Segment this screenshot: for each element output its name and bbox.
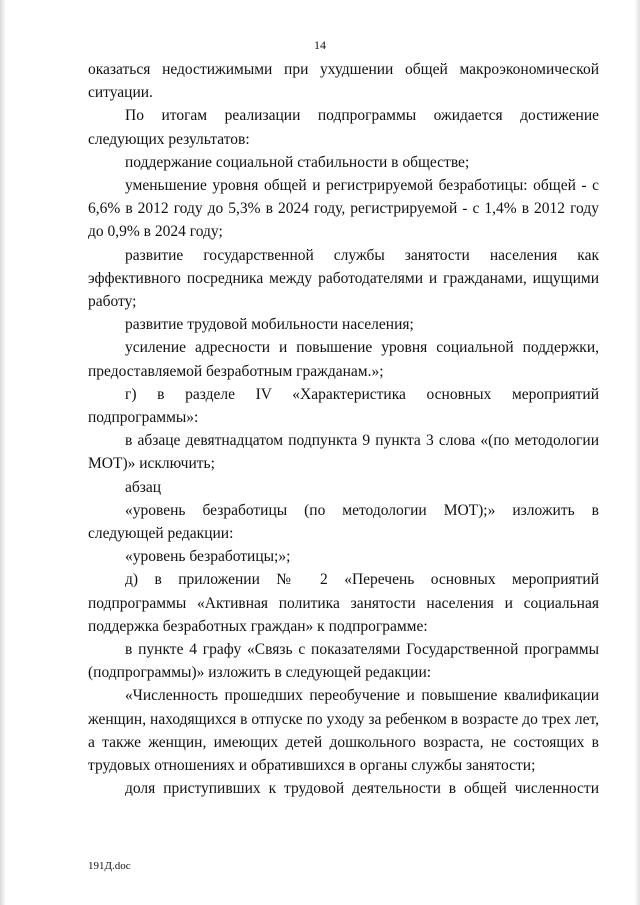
document-body xyxy=(88,58,599,801)
paragraph: «Численность прошедших переобучение и повышение квалификации женщин, находящихся в отпуске по уходу за ребенком в возрасте до трех лет, а также женщин, имеющих детей дошкольного возраста, не состоящих в трудовых отношениях и обратившихся в органы службы занятости; xyxy=(88,687,599,775)
paragraph: усиление адресности и повышение уровня социальной поддержки, предоставляемой безработным гражданам.»; xyxy=(88,339,599,380)
paragraph: «уровень безработицы;»; xyxy=(125,548,291,566)
paragraph: «уровень безработицы (по методологии МОТ);» изложить в следующей редакции: xyxy=(88,501,599,543)
scan-edge-right xyxy=(634,0,640,905)
scan-edge-left xyxy=(0,0,6,905)
paragraph: оказаться недостижимыми при ухудшении общей макроэкономической ситуации. xyxy=(88,61,599,102)
footer-filename: 191Д.doc xyxy=(88,860,131,872)
paragraph: абзац xyxy=(125,478,162,496)
paragraph: д) в приложении № 2 «Перечень основных мероприятий подпрограммы «Активная политика занятости населения и социальная поддержка безработных граждан» к подпрограмме: xyxy=(88,571,599,635)
paragraph: поддержание социальной стабильности в обществе; xyxy=(125,153,470,171)
paragraph: в пункте 4 графу «Связь с показателями Государственной программы (подпрограммы)» изложить в следующей редакции: xyxy=(88,641,599,682)
paragraph: доля приступивших к трудовой деятельности в общей численности xyxy=(125,780,599,798)
paragraph: По итогам реализации подпрограммы ожидается достижение следующих результатов: xyxy=(88,107,599,148)
page-number: 14 xyxy=(314,38,326,52)
paragraph: г) в разделе IV «Характеристика основных мероприятий подпрограммы»: xyxy=(88,385,599,427)
paragraph: развитие трудовой мобильности населения; xyxy=(125,316,414,334)
paragraph: уменьшение уровня общей и регистрируемой безработицы: общей - с 6,6% в 2012 году до 5,3% в 2024 году, регистрируемой - с 1,4% в 2012 году до 0,9% в 2024 году; xyxy=(88,177,599,241)
paragraph: развитие государственной службы занятости населения как эффективного посредника между работодателями и гражданами, ищущими работу; xyxy=(88,246,599,311)
paragraph: в абзаце девятнадцатом подпункта 9 пункта 3 слова «(по методологии МОТ)» исключить; xyxy=(88,432,599,473)
